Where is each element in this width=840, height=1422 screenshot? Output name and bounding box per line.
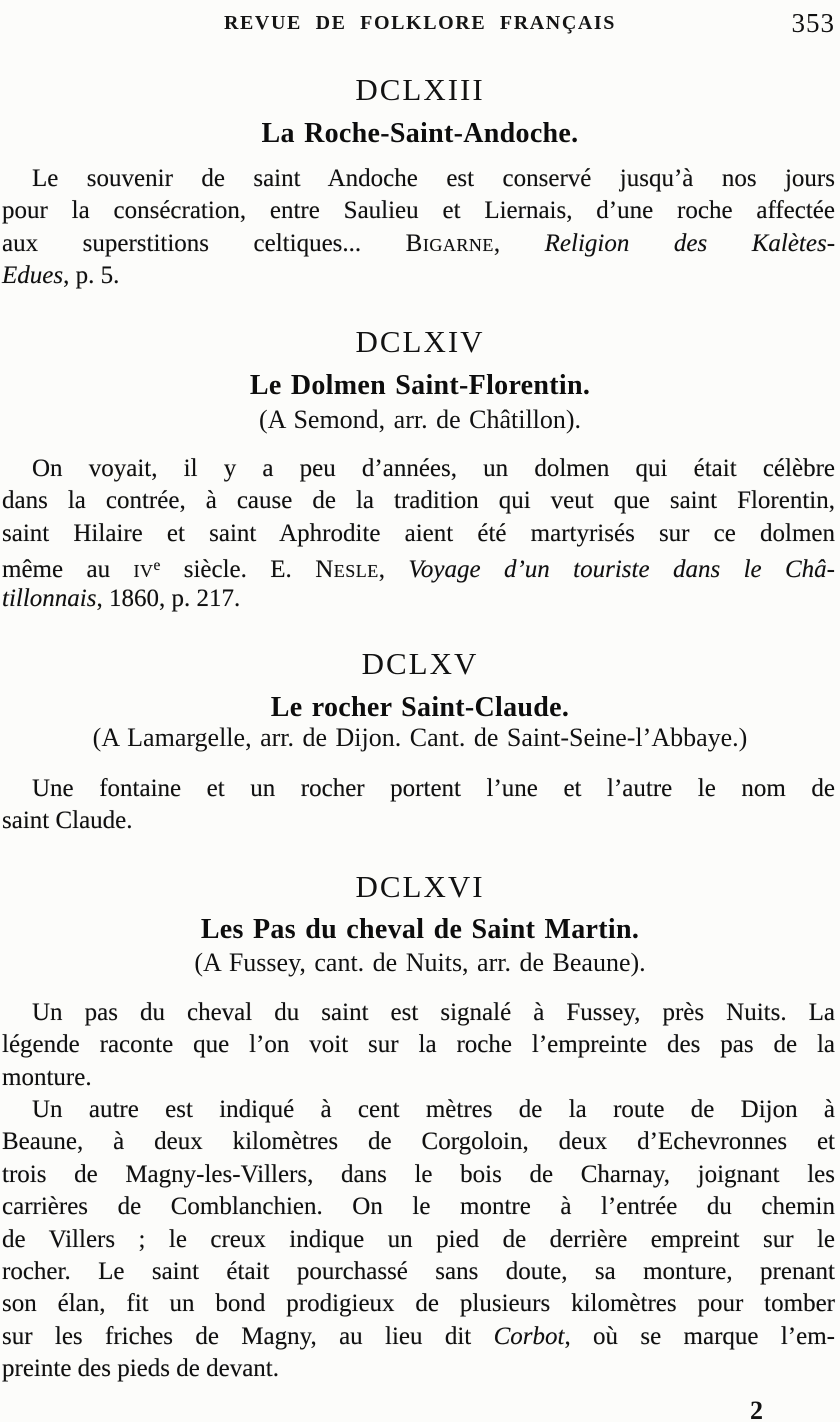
running-title: REVUE DE FOLKLORE FRANÇAIS	[223, 12, 617, 34]
section-number: DCLXVI	[355, 869, 485, 904]
paragraph	[2, 453, 835, 615]
paragraph	[2, 997, 835, 1094]
section-subtitle: (A Semond, arr. de Châtillon).	[258, 405, 582, 434]
section-title: La Roche-Saint-Andoche.	[261, 118, 579, 149]
section-title: Le Dolmen Saint-Florentin.	[249, 370, 591, 401]
section-title: Les Pas du cheval de Saint Martin.	[200, 914, 640, 945]
body-line: trois de Magny-les-Villers, dans le bois de Charnay, joignant les	[2, 1160, 835, 1188]
body-line: sur les friches de Magny, au lieu dit Corbot, où se marque l’em-	[2, 1322, 835, 1350]
body-line: Beaune, à deux kilomètres de Corgoloin, deux d’Echevronnes et	[2, 1128, 835, 1156]
section-number: DCLXIII	[355, 72, 485, 107]
section-subtitle: (A Lamargelle, arr. de Dijon. Cant. de Saint-Seine-l’Abbaye.)	[92, 723, 748, 752]
body-line: Une fontaine et un rocher portent l’une et l’autre le nom de	[32, 775, 835, 802]
body-line: pour la consécration, entre Saulieu et Liernais, d’une roche affectée	[2, 197, 835, 225]
body-line: Edues, p. 5.	[2, 262, 120, 290]
body-line: tillonnais, 1860, p. 217.	[2, 584, 241, 612]
body-line: même au $iv^e$ siècle. E. Nesle, Voyage d’un touriste dans le Châ-	[2, 556, 835, 584]
body-line: Un pas du cheval du saint est signalé à Fussey, près Nuits. La	[32, 999, 835, 1026]
page-number: 353	[791, 8, 835, 38]
body-line: Le souvenir de saint Andoche est conservé jusqu’à nos jours	[32, 165, 835, 192]
section-number: DCLXV	[361, 646, 479, 681]
body-line: Un autre est indiqué à cent mètres de la route de Dijon à	[32, 1096, 835, 1123]
body-line: saint Claude.	[2, 807, 133, 835]
section-subtitle: (A Fussey, cant. de Nuits, arr. de Beaune).	[194, 948, 646, 977]
body-line: dans la contrée, à cause de la tradition qui veut que saint Florentin,	[2, 487, 835, 515]
body-line: On voyait, il y a peu d’années, un dolmen qui était célèbre	[32, 455, 835, 482]
body-line: monture.	[2, 1063, 92, 1091]
body-line: preinte des pieds de devant.	[2, 1355, 279, 1383]
body-line: son élan, fit un bond prodigieux de plusieurs kilomètres pour tomber	[2, 1290, 835, 1318]
section-number: DCLXIV	[355, 324, 485, 359]
body-line: carrières de Comblanchien. On le montre à l’entrée du chemin	[2, 1193, 835, 1221]
section-title: Le rocher Saint-Claude.	[270, 692, 570, 723]
paragraph	[2, 773, 835, 838]
paragraph	[2, 163, 835, 293]
body-line: aux superstitions celtiques... Bigarne, Religion des Kalètes-	[2, 229, 836, 257]
body-line: saint Hilaire et saint Aphrodite aient été martyrisés sur ce dolmen	[2, 519, 835, 547]
body-line: de Villers ; le creux indique un pied de derrière empreint sur le	[2, 1225, 835, 1253]
body-line: rocher. Le saint était pourchassé sans doute, sa monture, prenant	[2, 1257, 835, 1285]
paragraph	[2, 1094, 835, 1386]
body-line: légende raconte que l’on voit sur la roche l’empreinte des pas de la	[2, 1031, 835, 1059]
signature-mark: 2	[750, 1396, 763, 1422]
